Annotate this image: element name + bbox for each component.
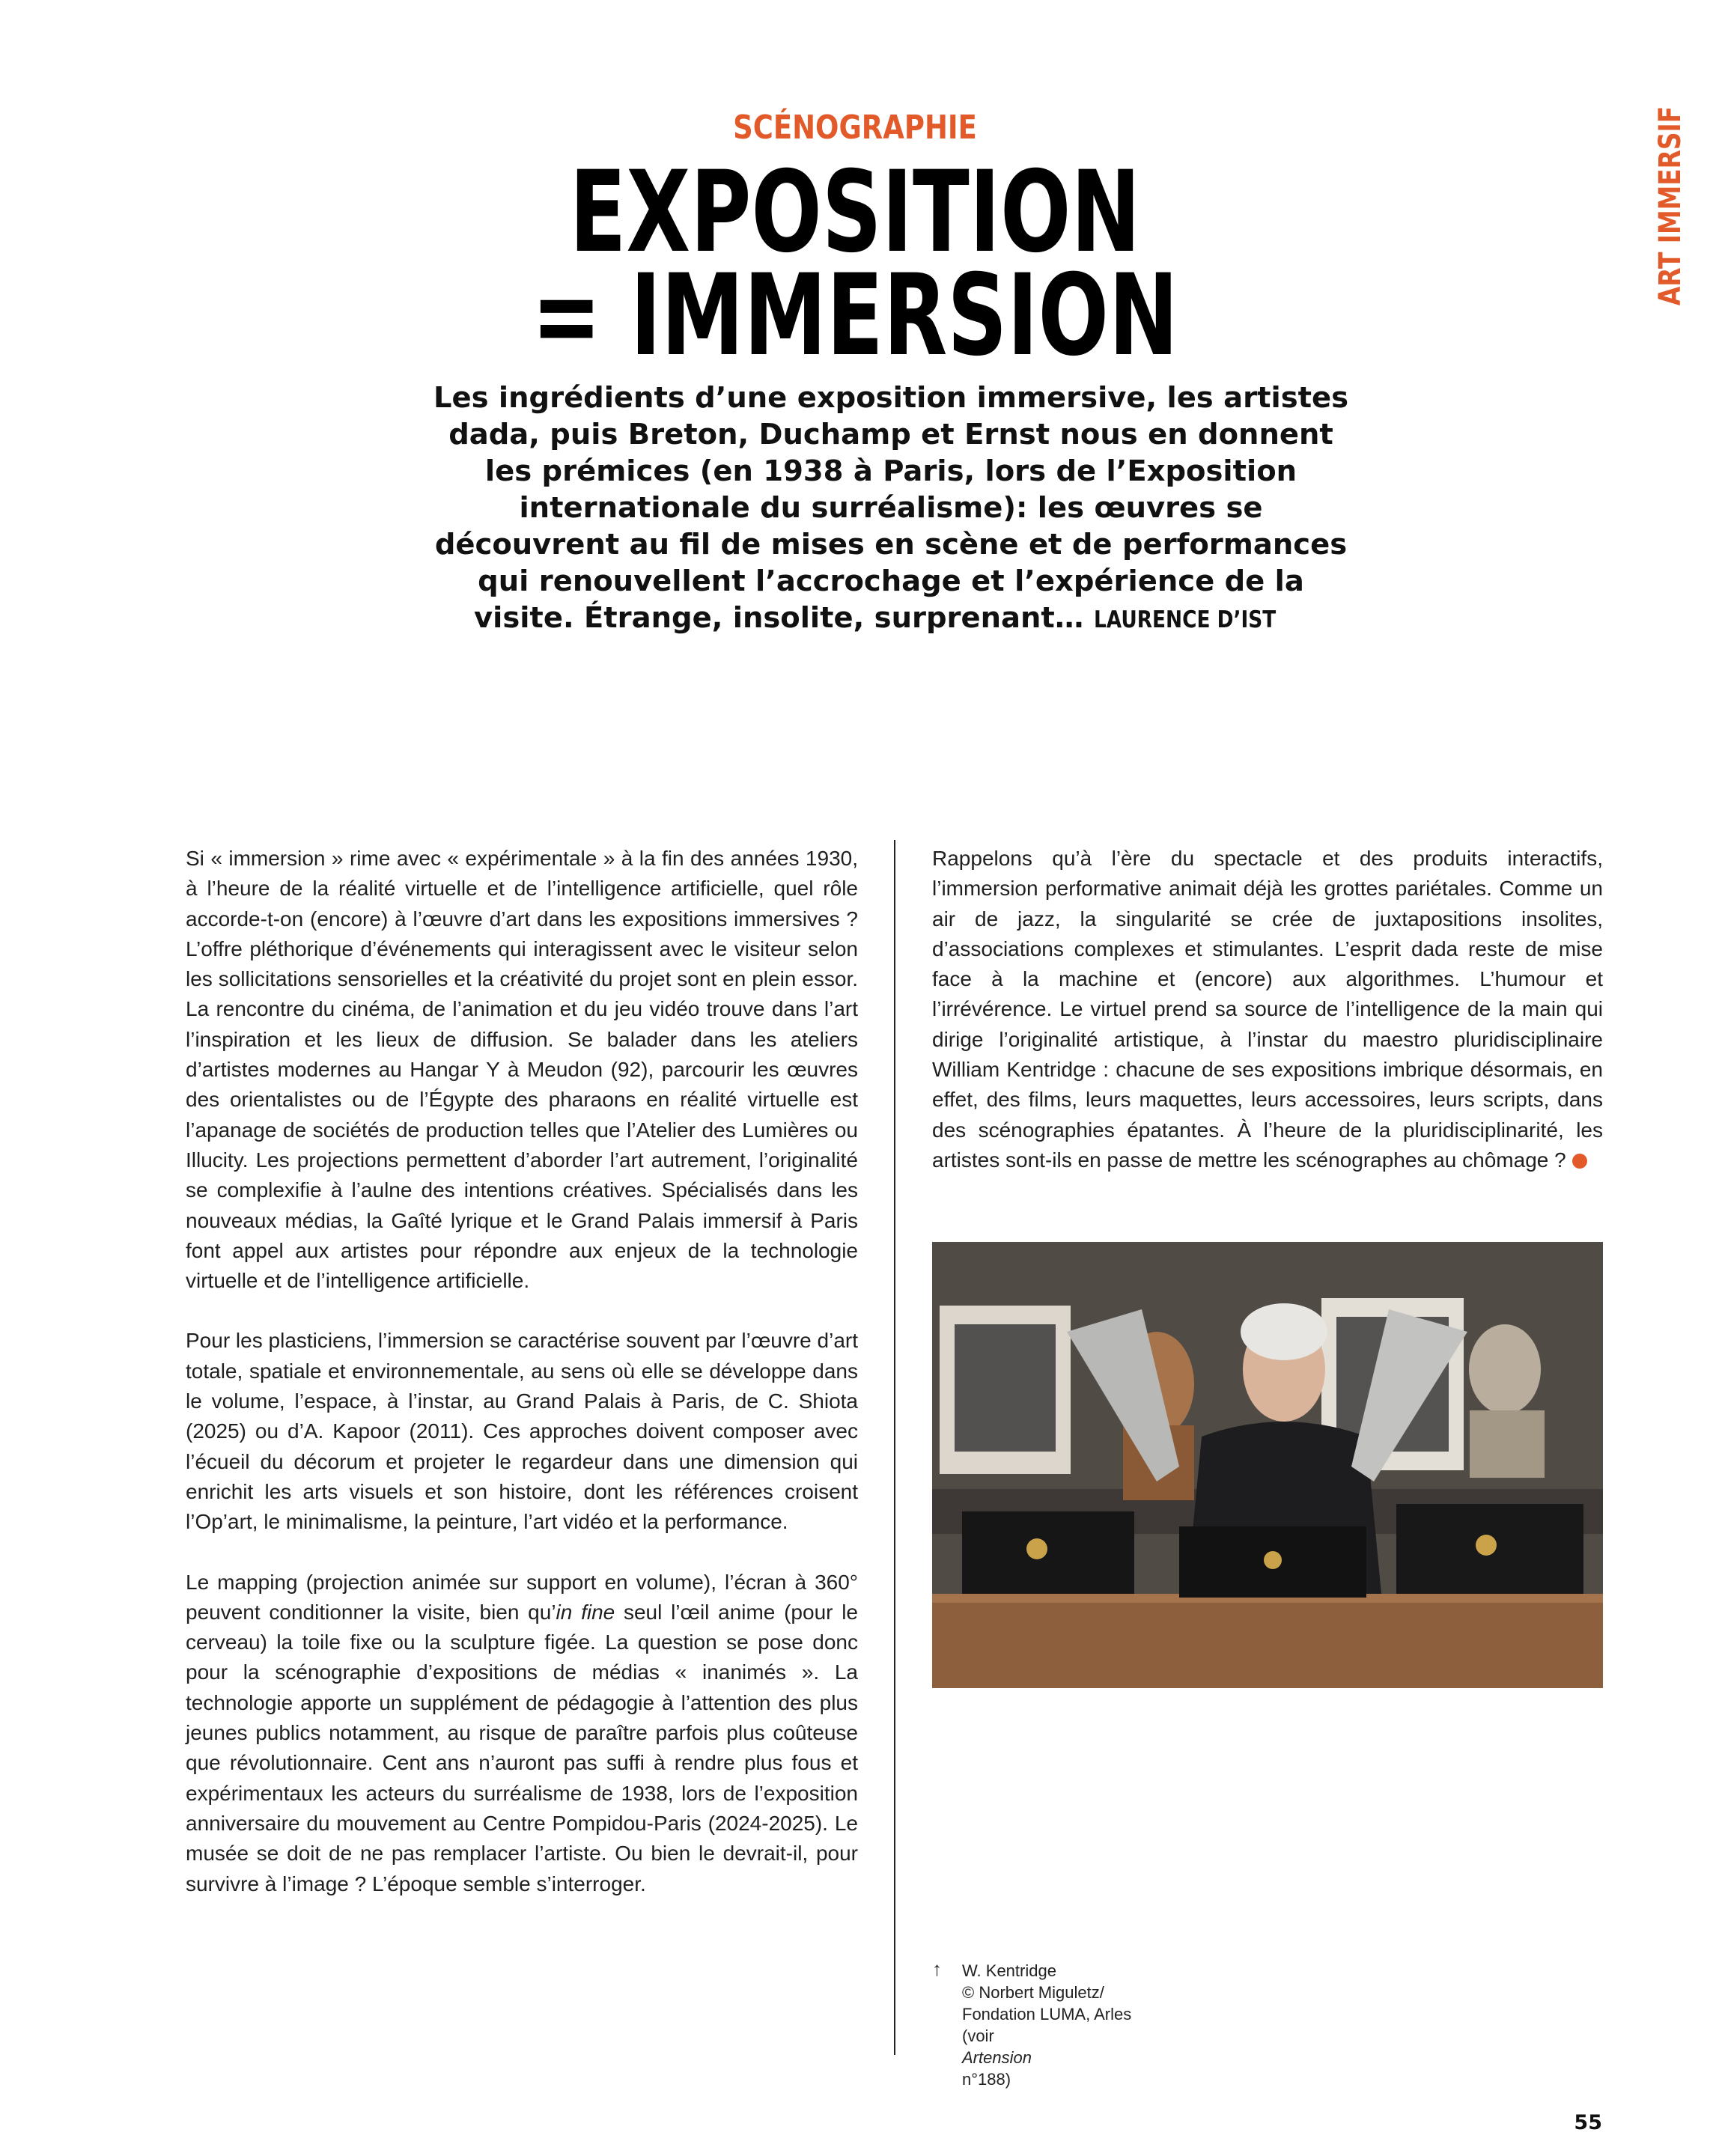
page-number: 55 [1574, 2111, 1602, 2134]
caption-lines [962, 1960, 1306, 2090]
standfirst-line [419, 600, 1363, 639]
body-paragraph [186, 1568, 858, 1899]
standfirst-line: qui renouvellent l’accrochage et l’expérience de la [478, 564, 1304, 598]
caption-line: W. Kentridge [962, 1961, 1056, 1980]
standfirst-line: les prémices (en 1938 à Paris, lors de l’Exposition [484, 454, 1297, 488]
body-italic-text: in fine [556, 1600, 615, 1624]
column-divider [894, 840, 895, 2055]
body-paragraph: Si « immersion » rime avec « expérimentale » à la fin des années 1930, à l’heure de la réalité virtuelle et de l’intelligence artificielle, quel rôle accorde-t-on (encore) à l’œuvre d’art dans les expositions immersives ? L’offre pléthorique d’événements qui interagissent avec le visiteur selon les sollicitations sensorielles et la créativité du projet sont en plein essor. La rencontre du cinéma, de l’animation et du jeu vidéo trouve dans l’art l’inspiration et les lieux de diffusion. Se balader dans les ateliers d’artistes modernes au Hangar Y à Meudon (92), parcourir les œuvres des orientalistes ou de l’Égypte des pharaons en réalité virtuelle est l’apanage de sociétés de production telles que l’Atelier des Lumières ou Illucity. Les projections permettent d’aborder l’art autrement, l’originalité se complexifie à l’aulne des intentions créatives. Spécialisés dans les nouveaux médias, la Gaîté lyrique et le Grand Palais immersif à Paris font appel aux artistes pour répondre aux enjeux de la technologie virtuelle et de l’intelligence artificielle. [186, 847, 858, 1293]
end-of-article-dot-icon [1572, 1154, 1587, 1169]
body-text: Rappelons qu’à l’ère du spectacle et des produits interactifs, l’immersion performative animait déjà les grottes pariétales. Comme un air de jazz, la singularité se crée de juxtapositions insolites, d’associations complexes et stimulantes. L’esprit dada reste de mise face à la machine et (encore) aux algorithmes. L’humour et l’irrévérence. Le virtuel prend sa source de l’intelligence de la main qui dirige l’originalité artistique, à l’instar du maestro pluridisciplinaire William Kentridge : chacune de ses expositions imbrique désormais, en effet, des films, leurs maquettes, leurs accessoires, leurs scripts, dans des scénographies épatantes. À l’heure de la pluridisciplinarité, les artistes sont-ils en passe de mettre les scénographes au chômage ? [932, 847, 1603, 1172]
photo-caption [932, 1960, 1306, 2090]
section-kicker: SCÉNOGRAPHIE [733, 109, 977, 147]
body-column-right [932, 844, 1603, 1205]
caption-line: © Norbert Miguletz/ [962, 1983, 1104, 2002]
photo-illustration [932, 1242, 1603, 1688]
article-standfirst [419, 380, 1363, 639]
caption-line [962, 2025, 1306, 2090]
article-headline [222, 147, 1488, 381]
section-side-tag [1649, 106, 1691, 306]
side-tag-label: ART IMMERSIF [1653, 106, 1688, 306]
standfirst-line: Les ingrédients d’une exposition immersive, les artistes [433, 381, 1349, 415]
body-paragraph [932, 844, 1603, 1175]
standfirst-last-text: visite. Étrange, insolite, surprenant… [474, 601, 1084, 635]
body-paragraph: Pour les plasticiens, l’immersion se caractérise souvent par l’œuvre d’art totale, spatiale et environnementale, au sens où elle se développe dans le volume, l’espace, à l’instar, au Grand Palais à Paris, de C. Shiota (2025) ou d’A. Kapoor (2011). Ces approches doivent composer avec l’écueil du décorum et projeter le regardeur dans une dimension qui enrichit les arts visuels et son histoire, dont les références croisent l’Op’art, le minimalisme, la peinture, l’art vidéo et la performance. [186, 1329, 858, 1534]
kentridge-photo [932, 1242, 1603, 1688]
caption-text: (voir [962, 2026, 994, 2045]
headline-line-2: = IMMERSION [532, 251, 1178, 381]
standfirst-line: internationale du surréalisme): les œuvres se [519, 491, 1263, 525]
standfirst-line: dada, puis Breton, Duchamp et Ernst nous en donnent [448, 418, 1333, 451]
body-text: Le mapping (projection animée sur support en volume), l’écran à 360° peuvent conditionner la visite, bien qu’ [186, 1570, 858, 1624]
caption-text: n°188) [962, 2070, 1011, 2089]
author-byline: LAURENCE D’IST [1093, 606, 1277, 633]
caption-line: Fondation LUMA, Arles [962, 2005, 1132, 2023]
arrow-up-icon: ↑ [932, 1958, 942, 1980]
headline-line-1: EXPOSITION [569, 147, 1141, 278]
body-text: seul l’œil anime (pour le cerveau) la toile fixe ou la sculpture figée. La question se pose donc pour la scénographie d’expositions de médias « inanimés ». La technologie apporte un supplément de pédagogie à l’attention des plus jeunes publics notamment, au risque de paraître parfois plus coûteuse que révolutionnaire. Cent ans n’auront pas suffi à rendre plus fous et expérimentaux les acteurs du surréalisme de 1938, lors de l’exposition anniversaire du mouvement au Centre Pompidou-Paris (2024-2025). Le musée se doit de ne pas remplacer l’artiste. Ou bien le devrait-il, pour survivre à l’image ? L’époque semble s’interroger. [186, 1600, 859, 1895]
standfirst-line: découvrent au fil de mises en scène et de performances [434, 528, 1348, 561]
body-column-left [186, 844, 858, 1929]
caption-italic-text: Artension [962, 2048, 1032, 2067]
